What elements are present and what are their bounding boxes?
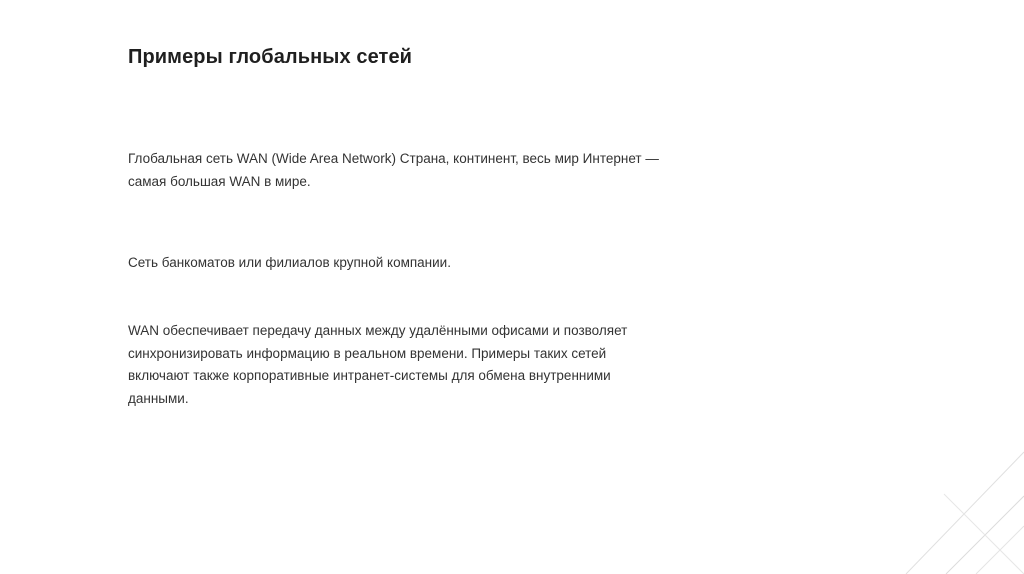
corner-line-decoration — [884, 434, 1024, 574]
paragraph-wan-definition — [128, 148, 688, 193]
paragraph-line: самая большая WAN в мире. — [128, 173, 311, 189]
paragraph-line: Сеть банкоматов или филиалов крупной компании. — [128, 255, 451, 270]
paragraph-line: данными. — [128, 390, 189, 406]
paragraph-line: включают также корпоративные интранет-системы для обмена внутренними — [128, 368, 611, 383]
paragraph-line: Глобальная сеть WAN (Wide Area Network) Страна, континент, весь мир Интернет — — [128, 151, 659, 166]
paragraph-line: синхронизировать информацию в реальном времени. Примеры таких сетей — [128, 345, 607, 361]
paragraph-atm-network — [128, 252, 688, 275]
slide-title: Примеры глобальных сетей — [128, 46, 413, 68]
paragraph-wan-usage — [128, 320, 658, 410]
paragraph-line: WAN обеспечивает передачу данных между удалёнными офисами и позволяет — [128, 323, 628, 338]
